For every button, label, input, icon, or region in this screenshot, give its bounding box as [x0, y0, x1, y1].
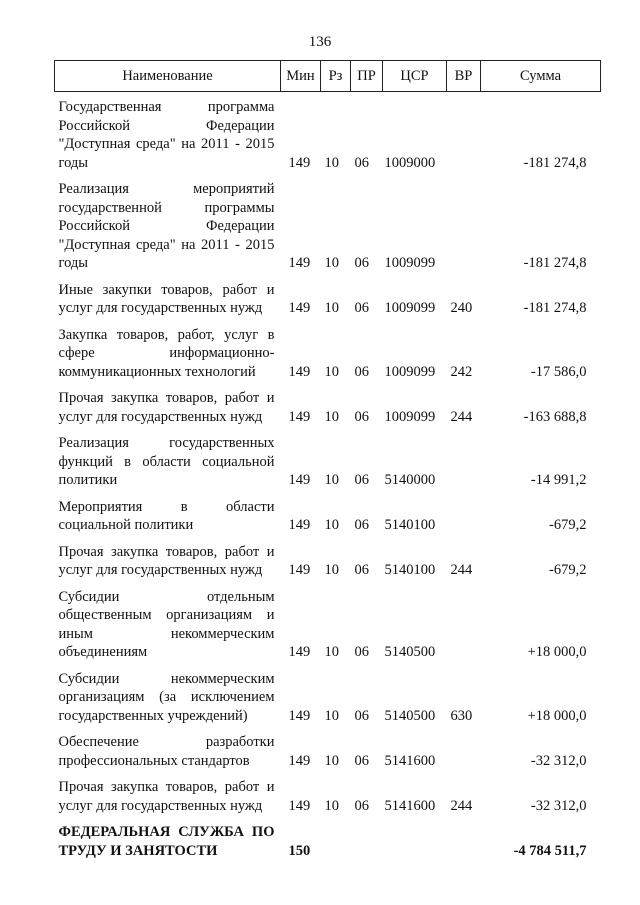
cell-min: 149: [288, 472, 311, 488]
table-body: [55, 92, 601, 861]
cell-min: 149: [288, 408, 311, 425]
cell-pr: 06: [354, 363, 369, 380]
table-row: [55, 318, 601, 382]
cell-name: Иные закупки товаров, работ и услуг для государственных нужд: [58, 281, 275, 316]
cell-min: 149: [288, 797, 311, 814]
cell-rz: 10: [324, 300, 339, 316]
cell-vr: [447, 426, 481, 490]
header-csr: ЦСР: [383, 61, 447, 92]
cell-csr: 5140000: [384, 472, 436, 488]
cell-vr: [447, 580, 481, 662]
header-min: Мин: [281, 61, 321, 92]
cell-csr: 5140100: [384, 517, 436, 533]
cell-sum: -181 274,8: [523, 255, 587, 271]
cell-csr: 5141600: [384, 752, 436, 769]
cell-csr: 5140100: [384, 562, 436, 578]
cell-vr: [447, 172, 481, 273]
cell-name: Прочая закупка товаров, работ и услуг для государственных нужд: [58, 543, 275, 578]
cell-pr: 06: [354, 644, 369, 660]
cell-csr: 5140500: [384, 644, 436, 660]
cell-min: 149: [288, 752, 311, 769]
cell-csr: 1009000: [384, 154, 436, 171]
table-row: [55, 273, 601, 318]
cell-rz: 10: [324, 472, 339, 488]
cell-csr: 5140500: [384, 707, 436, 724]
table-row: [55, 172, 601, 273]
cell-csr: 1009099: [384, 255, 436, 271]
table-row: [55, 580, 601, 662]
cell-pr: [351, 815, 383, 860]
cell-vr: 244: [450, 797, 473, 814]
table-row: [55, 490, 601, 535]
cell-rz: [321, 815, 351, 860]
cell-vr: 630: [450, 707, 473, 724]
cell-vr: 242: [450, 363, 473, 380]
table-row: [55, 381, 601, 426]
cell-min: 149: [288, 517, 311, 533]
cell-rz: 10: [324, 707, 339, 724]
cell-name: Субсидии отдельным общественным организациям и иным некоммерческим объединениям: [58, 588, 275, 660]
cell-pr: 06: [354, 752, 369, 769]
cell-pr: 06: [354, 255, 369, 271]
cell-pr: 06: [354, 707, 369, 724]
header-pr: ПР: [351, 61, 383, 92]
cell-pr: 06: [354, 472, 369, 488]
cell-sum: -181 274,8: [523, 154, 587, 171]
cell-pr: 06: [354, 154, 369, 171]
cell-pr: 06: [354, 517, 369, 533]
table-row: [55, 662, 601, 726]
header-vr: ВР: [447, 61, 481, 92]
cell-name: Реализация мероприятий государственной программы Российской Федерации "Доступная среда" на 2011 - 2015 годы: [58, 181, 275, 271]
cell-sum: +18 000,0: [527, 707, 587, 724]
cell-sum: -14 991,2: [530, 472, 587, 488]
cell-name: Субсидии некоммерческим организациям (за исключением государственных учреждений): [58, 670, 275, 724]
table-row: [55, 535, 601, 580]
cell-csr: 5141600: [384, 797, 436, 814]
cell-name: ФЕДЕРАЛЬНАЯ СЛУЖБА ПО ТРУДУ И ЗАНЯТОСТИ: [58, 824, 275, 859]
cell-rz: 10: [324, 408, 339, 425]
page-number: 136: [308, 34, 332, 50]
cell-vr: [447, 92, 481, 173]
cell-min: 149: [288, 644, 311, 660]
cell-min: 150: [288, 842, 311, 859]
cell-name: Обеспечение разработки профессиональных стандартов: [58, 734, 275, 769]
cell-min: 149: [288, 363, 311, 380]
cell-sum: -181 274,8: [523, 300, 587, 316]
cell-min: 149: [288, 154, 311, 171]
cell-name: Закупка товаров, работ, услуг в сфере информационно-коммуникационных технологий: [58, 326, 275, 380]
cell-vr: [447, 815, 481, 860]
cell-csr: [383, 815, 447, 860]
cell-sum: -679,2: [549, 517, 587, 533]
cell-rz: 10: [324, 644, 339, 660]
cell-rz: 10: [324, 752, 339, 769]
table-row: [55, 426, 601, 490]
cell-sum: -679,2: [549, 562, 587, 578]
cell-name: Прочая закупка товаров, работ и услуг для государственных нужд: [58, 390, 275, 425]
budget-table: [54, 60, 601, 860]
cell-min: 149: [288, 562, 311, 578]
cell-rz: 10: [324, 562, 339, 578]
cell-rz: 10: [324, 255, 339, 271]
cell-rz: 10: [324, 797, 339, 814]
header-sum: Сумма: [481, 61, 601, 92]
cell-rz: 10: [324, 363, 339, 380]
cell-vr: 240: [450, 300, 473, 316]
header-name: Наименование: [55, 61, 281, 92]
table-row: [55, 92, 601, 173]
table-row: [55, 770, 601, 815]
cell-sum: +18 000,0: [527, 644, 587, 660]
cell-min: 149: [288, 300, 311, 316]
table-row: [55, 725, 601, 770]
cell-csr: 1009099: [384, 300, 436, 316]
cell-vr: 244: [450, 562, 473, 578]
cell-sum: -32 312,0: [530, 797, 587, 814]
cell-sum: -4 784 511,7: [513, 842, 587, 859]
cell-sum: -32 312,0: [530, 752, 587, 769]
cell-sum: -163 688,8: [523, 408, 587, 425]
cell-name: Государственная программа Российской Федерации "Доступная среда" на 2011 - 2015 годы: [58, 99, 275, 171]
cell-csr: 1009099: [384, 408, 436, 425]
cell-sum: -17 586,0: [530, 363, 587, 380]
cell-vr: [447, 725, 481, 770]
cell-name: Прочая закупка товаров, работ и услуг для государственных нужд: [58, 779, 275, 814]
cell-rz: 10: [324, 517, 339, 533]
cell-pr: 06: [354, 797, 369, 814]
cell-min: 149: [288, 707, 311, 724]
table-row: [55, 815, 601, 860]
cell-pr: 06: [354, 408, 369, 425]
cell-rz: 10: [324, 154, 339, 171]
cell-name: Мероприятия в области социальной политики: [58, 498, 275, 533]
cell-pr: 06: [354, 300, 369, 316]
cell-csr: 1009099: [384, 363, 436, 380]
cell-pr: 06: [354, 562, 369, 578]
table-header: [55, 61, 601, 92]
cell-vr: [447, 490, 481, 535]
cell-vr: 244: [450, 408, 473, 425]
cell-min: 149: [288, 255, 311, 271]
header-rz: Рз: [321, 61, 351, 92]
cell-name: Реализация государственных функций в области социальной политики: [58, 435, 275, 488]
